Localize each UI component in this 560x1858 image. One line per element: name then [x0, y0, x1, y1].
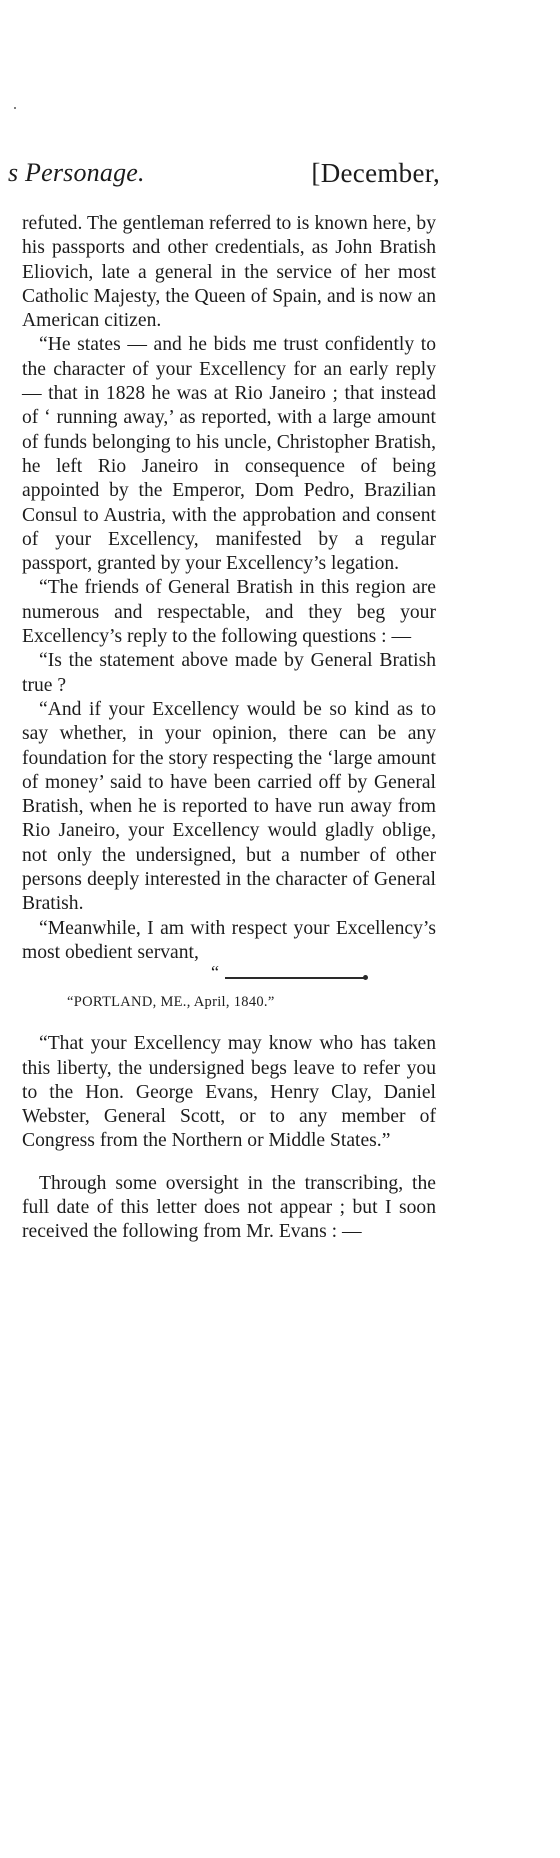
paragraph-that-your-excellency: “That your Excellency may know who has taken this liberty, the undersigned begs leave to refer you to the Hon. George Evans, Henry Clay, Daniel Webster, General Scott, or to any member of Congress from the Northern or Middle States.” — [22, 1033, 436, 1152]
paragraph-refuted: refuted. The gentleman referred to is known here, by his passports and other credentials, as John Bratish Eliovich, late a general in the service of her most Catholic Majesty, the Queen of Spain, and is now an American citizen. — [22, 213, 436, 332]
paragraph-friends: “The friends of General Bratish in this region are numerous and respectable, and they beg your Excellency’s reply to the following questions : — — [22, 577, 436, 648]
signature-quote-mark: “ — [211, 962, 219, 983]
print-speck — [14, 107, 16, 109]
signature-period — [363, 975, 368, 980]
paragraph-question: “Is the statement above made by General Bratish true ? — [22, 650, 436, 696]
paragraph-excellency-kind: “And if your Excellency would be so kind as to say whether, in your opinion, there can be any foundation for the story respecting the ‘large amount of money’ said to have been carried off by General Bratish, when he is reported to have run away from Rio Janeiro, your Excellency would gladly oblige, not only the undersigned, but a number of other persons deeply interested in the character of General Bratish. — [22, 698, 436, 915]
signature-mark — [22, 962, 436, 992]
paragraph-he-states: “He states — and he bids me trust confidently to the character of your Excellency for an early reply — that in 1828 he was at Rio Janeiro ; that instead of ‘ running away,’ as reported, with a large amount of funds belonging to his uncle, Christopher Bratish, he left Rio Janeiro in consequence of being appointed by the Emperor, Dom Pedro, Brazilian Consul to Austria, with the approbation and consent of your Excellency, manifested by a regular passport, granted by your Excellency’s legation. — [22, 334, 436, 575]
signature-dash — [225, 977, 366, 979]
paragraph-through-some-oversight: Through some oversight in the transcribing, the full date of this letter does not appear ; but I soon received the following from Mr. Evans : — — [22, 1172, 436, 1243]
paragraph-meanwhile: “Meanwhile, I am with respect your Excellency’s most obedient servant, — [22, 917, 436, 963]
running-head-title: s Personage. — [8, 158, 145, 187]
running-head — [8, 158, 440, 198]
paragraph-gap — [22, 1154, 436, 1172]
body-text — [22, 212, 436, 1245]
running-head-month: [December, — [311, 158, 440, 188]
dateline: “PORTLAND, ME., April, 1840.” — [67, 994, 275, 1011]
